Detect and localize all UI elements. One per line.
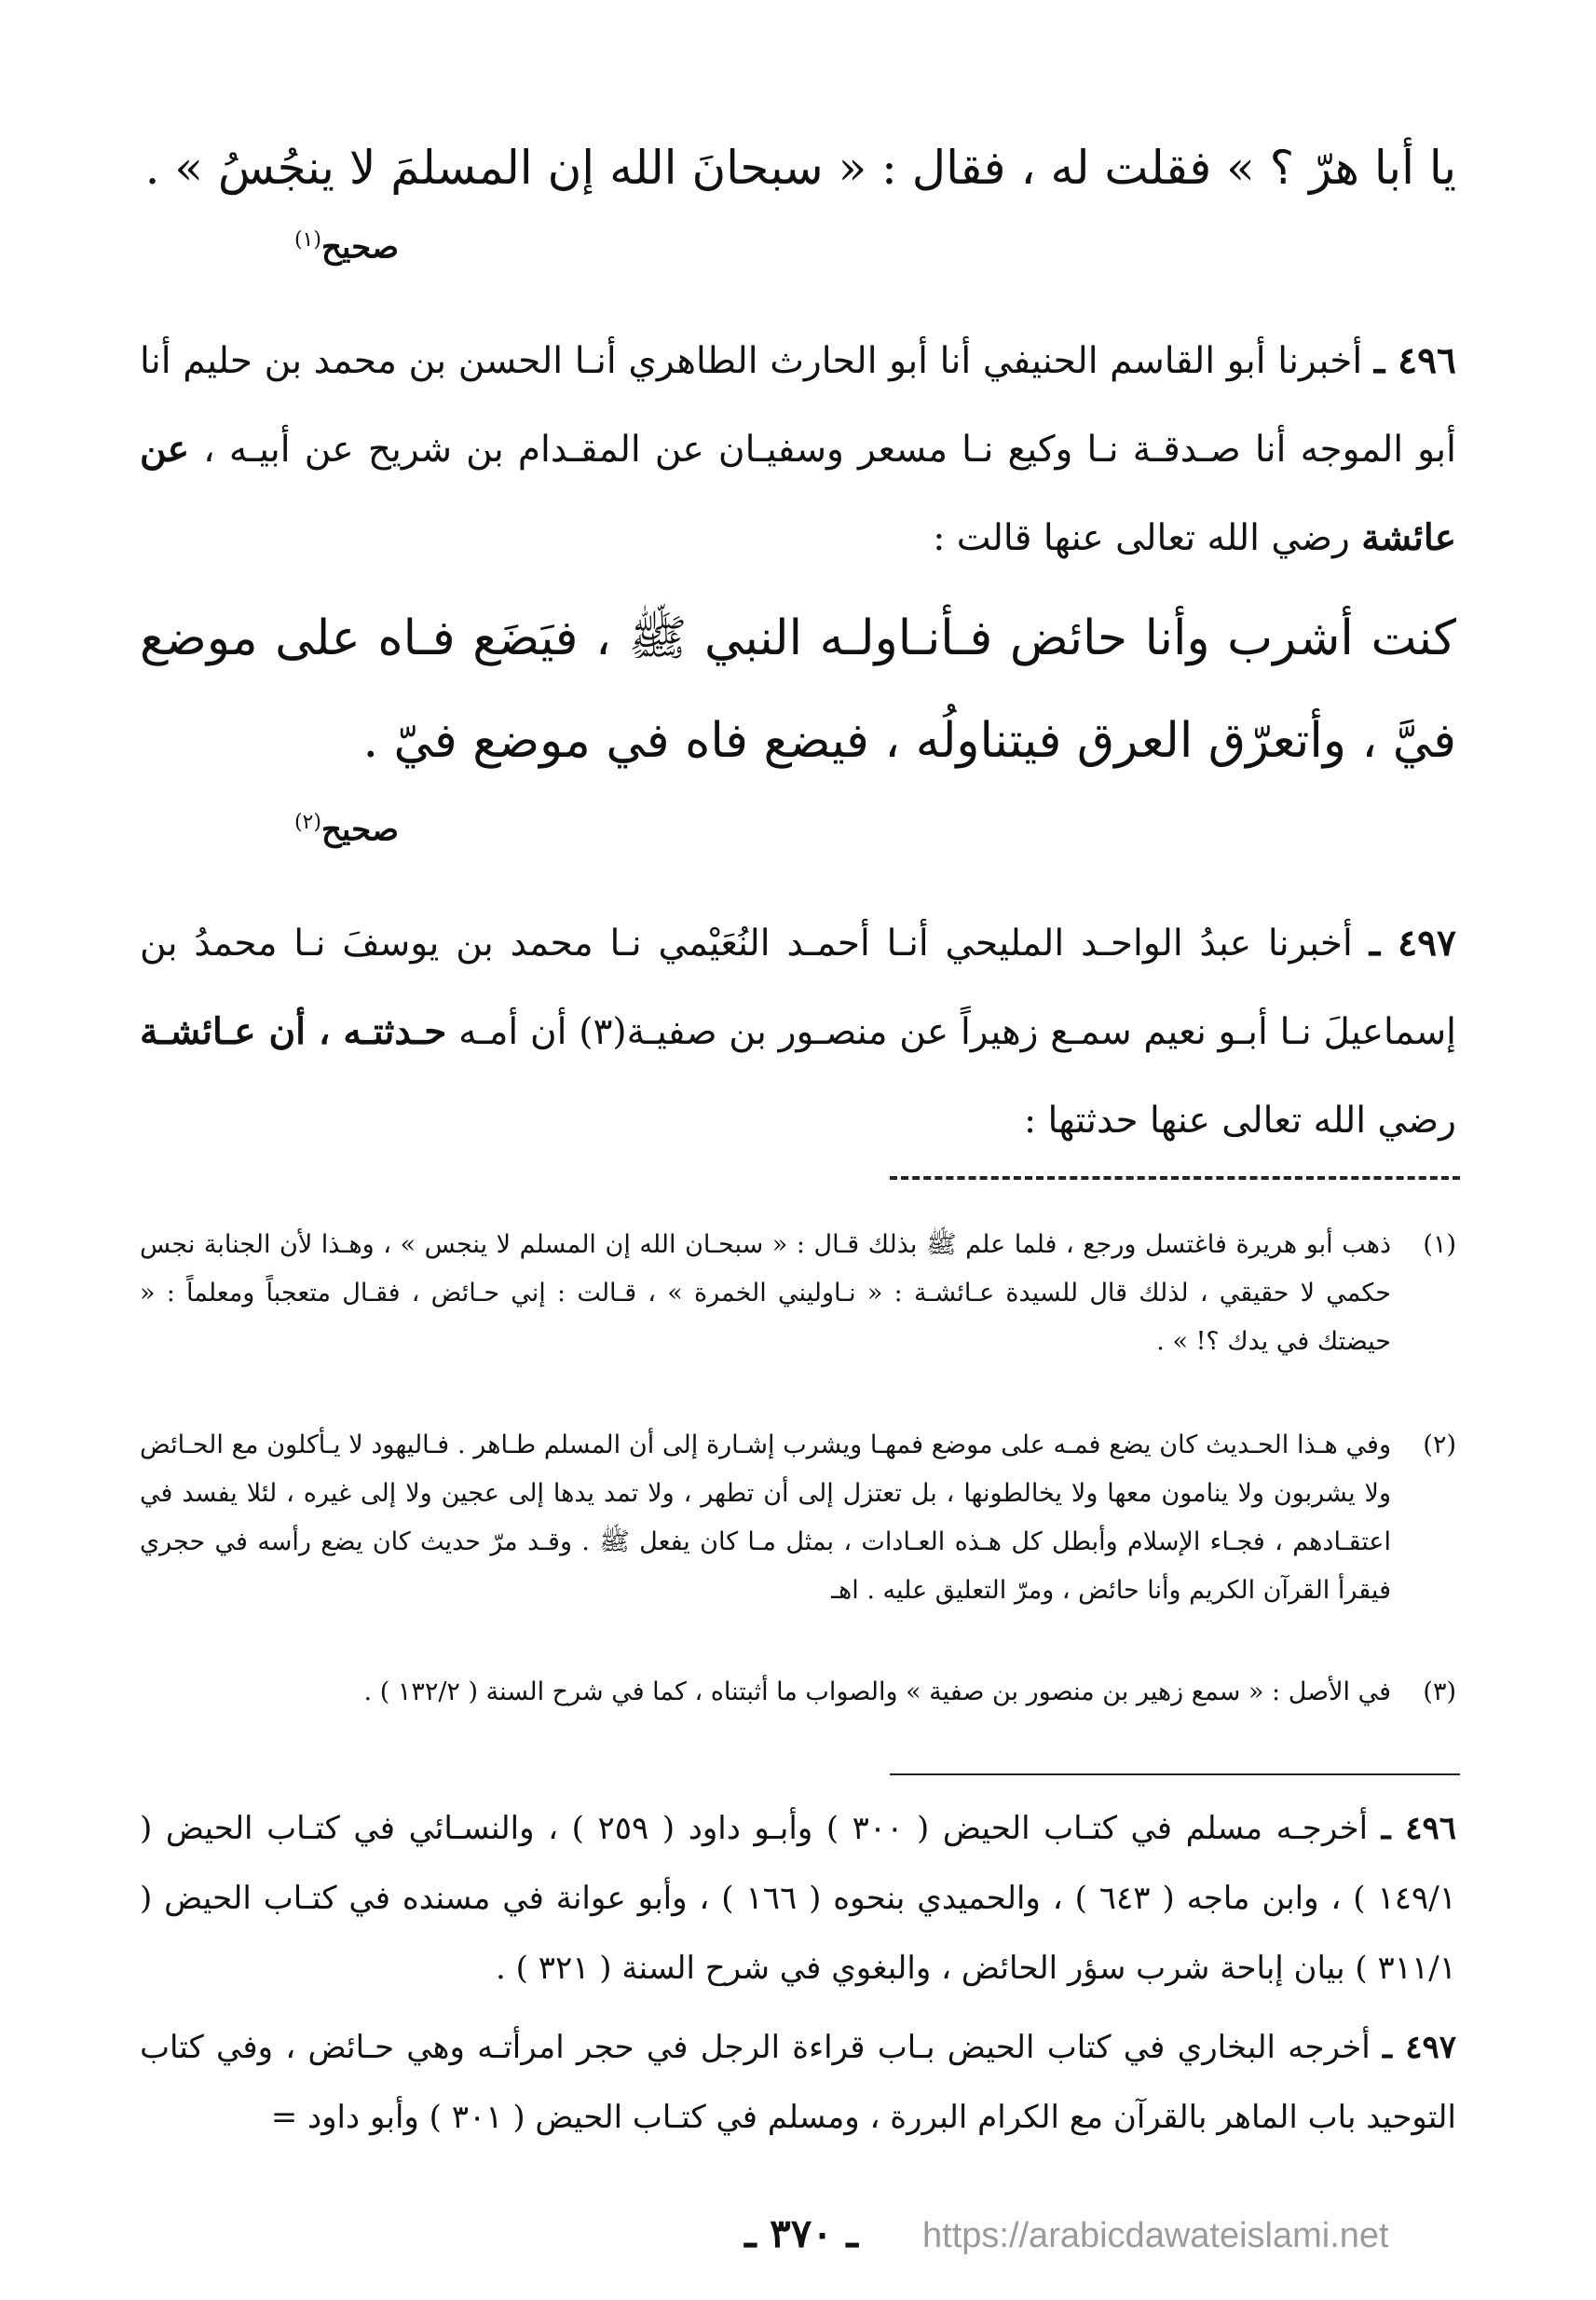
hadith-number: ٤٩٧ ـ [1369, 922, 1456, 965]
footnote-text: وفي هـذا الحـديث كان يضع فمـه على موضع فمهـا ويشرب إشـارة إلى أن المسلم طـاهر . فـاليهود لا يـأكلون مع الحـائض ولا يشربون ولا ينامون معها ولا يخالطونها ، بل تعتزل إلى أن تطهر ، ولا تمد يدها إلى عجين ولا إلى غيره ، لئلا يفسد في اعتقـادهم ، فجـاء الإسلام وأبطل كل هـذه العـادات ، بمثل مـا كان يفعل ﷺ . وقـد مرّ حديث كان يضع رأسه في حجري فيقرأ القرآن الكريم وأنا حائض ، ومرّ التعليق عليه . اهـ [140, 1431, 1391, 1605]
footnote-text: ذهب أبو هريرة فاغتسل ورجع ، فلما علم ﷺ بذلك قـال : « سبحـان الله إن المسلم لا ينجس » ، وهـذا لأن الجنابة نجس حكمي لا حقيقي ، لذلك قال للسيدة عـائشـة : « نـاوليني الخمرة » ، قـالت : إني حـائض ، فقـال متعجباً ومعلماً : « حيضتك في يدك ؟! » . [140, 1230, 1391, 1356]
grade-text: صحيح [321, 228, 399, 267]
watermark-url: https://arabicdawateislami.net [922, 2216, 1389, 2255]
hadith-496-matn: كنت أشرب وأنا حائض فـأنـاولـه النبي ﷺ ، فيَضَع فـاه على موضع فيَّ ، وأتعرّق العرق فيتناولُه ، فيضع فاه في موضع فيّ . [140, 610, 1456, 769]
chain-end-text: رضي الله تعالى عنها حدثتها : [1023, 1100, 1456, 1142]
takhrij-text: أخرجـه مسلم في كتـاب الحيض ( ٣٠٠ ) وأبـو داود ( ٢٥٩ ) ، والنسـائي في كتـاب الحيض ( ١٤٩/١ ) ، وابن ماجه ( ٦٤٣ ) ، والحميدي بنحوه ( ١٦٦ ) ، وأبو عوانة في مسنده في كتـاب الحيض ( ٣١١/١ ) بيان إباحة شرب سؤر الحائض ، والبغوي في شرح السنة ( ٣٢١ ) . [140, 1810, 1456, 1987]
footnote-marker: (١) [1423, 1230, 1456, 1259]
takhrij-separator [890, 1773, 1460, 1775]
takhrij-497 [140, 2013, 1456, 2153]
hadith-497-chain [140, 899, 1456, 1165]
opening-line: يا أبا هرّ ؟ » فقلت له ، فقال : « سبحانَ الله إن المسلمَ لا ينجُسُ » . [144, 141, 1456, 195]
footnote-separator-dashed [890, 1176, 1460, 1180]
chain-end-text: رضي الله تعالى عنها قالت : [933, 517, 1350, 559]
footnote-3 [140, 1668, 1456, 1717]
takhrij-text: أخرجه البخاري في كتاب الحيض بـاب قراءة الرجل في حجر امرأتـه وهي حـائض ، وفي كتاب التوحيد باب الماهر بالقرآن مع الكرام البررة ، ومسلم في كتـاب الحيض ( ٣٠١ ) وأبو داود = [140, 2029, 1456, 2136]
takhrij-496 [140, 1794, 1456, 2004]
hadith-number: ٤٩٦ ـ [1373, 339, 1456, 382]
footnote-text: في الأصل : « سمع زهير بن منصور بن صفية » والصواب ما أثبتناه ، كما في شرح السنة ( ١٣٢/٢ ) . [363, 1677, 1391, 1706]
takhrij-number: ٤٩٧ ـ [1382, 2029, 1456, 2066]
grade-footnote-ref: (٢) [293, 811, 321, 834]
footnote-marker: (٢) [1423, 1431, 1456, 1459]
grade-label-1 [294, 228, 399, 266]
page-number: ـ ٣٧٠ ـ [744, 2211, 858, 2256]
hadith-496-chain [140, 317, 1456, 582]
footnote-1 [140, 1221, 1456, 1366]
chain-bold-text: عن عائشة [140, 428, 1456, 559]
chain-text: أخبرنا أبو القاسم الحنيفي أنا أبو الحارث الطاهري أنـا الحسن بن محمد بن حليم أنا أبو الموجه أنا صـدقـة نـا وكيع نـا مسعر وسفيـان عن المقـدام بن شريح عن أبيـه ، [140, 340, 1456, 471]
grade-text: صحيح [321, 811, 399, 849]
grade-footnote-ref: (١) [293, 228, 321, 252]
takhrij-number: ٤٩٦ ـ [1381, 1810, 1456, 1847]
footnote-2 [140, 1421, 1456, 1615]
grade-label-2 [294, 811, 399, 848]
footnote-marker: (٣) [1423, 1677, 1456, 1706]
chain-text: أخبرنا عبدُ الواحـد المليحي أنـا أحمـد النُعَيْمي نـا محمد بن يوسفَ نـا محمدُ بن إسماعيلَ نـا أبـو نعيم سمـع زهيراً عن منصـور بن صفيـة(٣) أن أمـه [140, 923, 1457, 1053]
chain-bold-text: حـدثتـه ، أن عـائشـة [140, 1010, 447, 1053]
